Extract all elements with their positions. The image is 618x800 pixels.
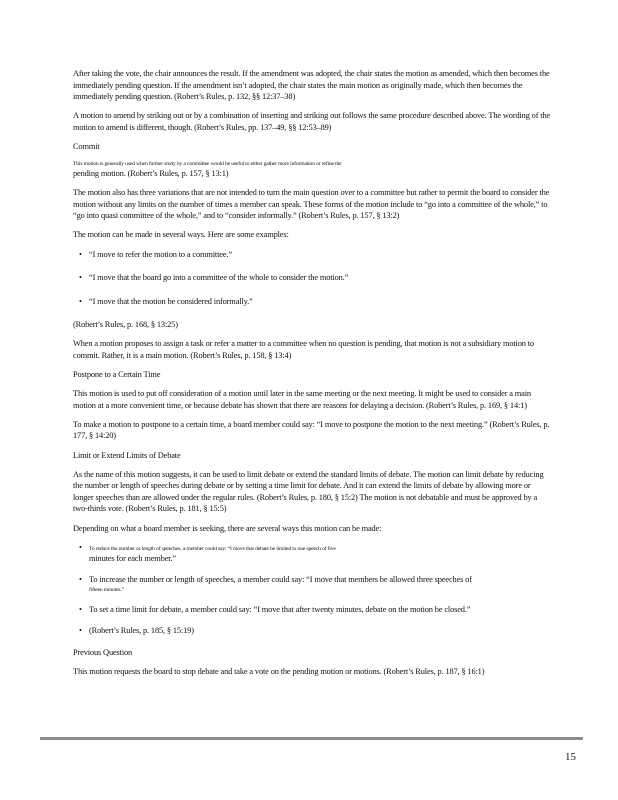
paragraph-amend-striking: A motion to amend by striking out or by a combination of inserting and striking out follows the same procedure described above. The wording of the motion to amend is different, though. (Robert’s Rules, pp. 137–49, §§ 12:53–89)	[73, 111, 551, 132]
list-item	[73, 625, 551, 637]
list-item-text-small: To reduce the number or length of speeches, a member could say: “I move that debate be limited to one speech of five	[89, 545, 336, 552]
list-item	[73, 542, 551, 565]
list-item	[73, 574, 551, 594]
heading-commit: Commit	[73, 141, 100, 151]
paragraph-postpone-example: To make a motion to postpone to a certain time, a board member could say: “I move to postpone the motion to the next meeting.” (Robert’s Rules, p. 177, § 14:20)	[73, 419, 550, 441]
paragraph-limit-ways: Depending on what a board member is seeking, there are several ways this motion can be made:	[73, 523, 382, 533]
footer-divider	[40, 737, 583, 740]
list-item-text-small: fifteen minutes.”	[89, 586, 125, 593]
bullet-icon: •	[79, 296, 82, 306]
paragraph-limit-description: As the name of this motion suggests, it can be used to limit debate or extend the standard limits of debate. The motion can limit debate by reducing the number or length of speeches during debate or by setting a time limit for debate. And it can extend the limits of debate by allowing more or longer speeches than are allowed under the regular rules. (Robert’s Rules, p. 180, § 15:2) The motion is not debatable and must be approved by a two-thirds vote. (Robert’s Rules, p. 181, § 15:5)	[73, 469, 544, 514]
limit-examples-list	[73, 542, 551, 637]
list-item	[73, 296, 551, 308]
bullet-icon: •	[79, 542, 82, 552]
paragraph-commit-intro-small: This motion is generally used when further study by a committee would be useful to either gather more information or refine the	[73, 161, 342, 168]
page-body	[73, 68, 551, 685]
list-item	[73, 604, 551, 616]
bullet-icon: •	[79, 273, 82, 283]
list-item-text: To increase the number or length of speeches, a member could say: “I move that members be allowed three speeches of	[89, 575, 472, 585]
commit-examples-list	[73, 249, 551, 308]
page-number: 15	[565, 751, 576, 763]
list-item-text: “I move to refer the motion to a committee.”	[89, 249, 232, 259]
paragraph-commit-intro-cont: pending motion. (Robert’s Rules, p. 157, § 13:1)	[73, 169, 229, 179]
heading-previous-question: Previous Question	[73, 648, 133, 657]
bullet-icon: •	[79, 604, 82, 614]
list-item	[73, 272, 551, 284]
bullet-icon: •	[79, 626, 82, 636]
heading-limit-debate: Limit or Extend Limits of Debate	[73, 450, 181, 460]
bullet-icon: •	[79, 249, 82, 259]
paragraph-postpone-description: This motion is used to put off consideration of a motion until later in the same meeting or the next meeting. It might be used to consider a main motion at a more convenient time, or because debate has shown that there are reasons for delaying a decision. (Robert’s Rules, p. 169, § 14:1)	[73, 389, 531, 410]
list-item-text: “I move that the motion be considered informally.”	[89, 296, 253, 306]
list-item-text: minutes for each member.”	[89, 554, 176, 564]
paragraph-previous-question: This motion requests the board to stop debate and take a vote on the pending motion or motions. (Robert’s Rules, p. 187, § 16:1)	[73, 667, 485, 677]
list-item-text: (Robert’s Rules, p. 185, § 15:19)	[89, 626, 194, 636]
bullet-icon: •	[79, 575, 82, 585]
paragraph-vote-result: After taking the vote, the chair announces the result. If the amendment was adopted, the chair states the motion as amended, which then becomes the immediately pending question. If the amendment isn’t adopted, the chair states the main motion as originally made, which then becomes the immediately pending question. (Robert’s Rules, p. 132, §§ 12:37–38)	[73, 69, 550, 102]
paragraph-commit-citation: (Robert’s Rules, p. 168, § 13:25)	[73, 320, 178, 330]
paragraph-commit-variations: The motion also has three variations that are not intended to turn the main question over to a committee but rather to permit the board to consider the motion without any limits on the number of times a member can speak. These forms of the motion include to “go into a committee of the whole,” to “go into quasi committee of the whole,” and to “consider informally.” (Robert’s Rules, p. 157, § 13:2)	[73, 188, 550, 221]
heading-postpone: Postpone to a Certain Time	[73, 370, 161, 380]
list-item-text: To set a time limit for debate, a member could say: “I move that after twenty minutes, debate on the motion be closed.”	[89, 604, 471, 614]
list-item	[73, 249, 551, 261]
list-item-text: “I move that the board go into a committee of the whole to consider the motion.”	[89, 273, 349, 283]
paragraph-commit-ways: The motion can be made in several ways. Here are some examples:	[73, 230, 289, 240]
paragraph-main-motion-note: When a motion proposes to assign a task or refer a matter to a committee when no question is pending, that motion is not a subsidiary motion to commit. Rather, it is a main motion. (Robert’s Rules, p. 158, § 13:4)	[73, 339, 534, 360]
